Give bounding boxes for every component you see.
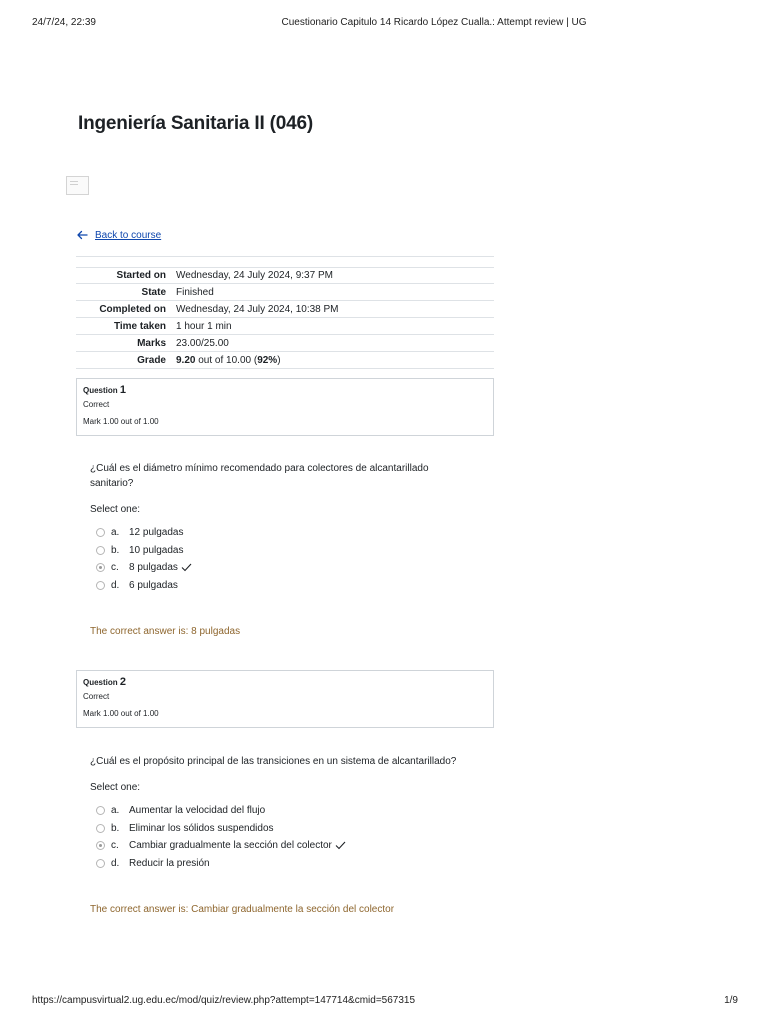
print-url: https://campusvirtual2.ug.edu.ec/mod/quiz/review.php?attempt=147714&cmid=567315 <box>32 995 416 1006</box>
summary-row-started-on <box>76 267 494 284</box>
summary-row-completed-on <box>76 301 494 318</box>
answer-letter: d. <box>111 579 120 591</box>
correct-answer-feedback: The correct answer is: 8 pulgadas <box>90 626 241 637</box>
answer-letter: c. <box>111 561 119 573</box>
back-to-course-link[interactable] <box>76 229 161 241</box>
grade-percent: 92% <box>257 354 278 366</box>
radio-button-checked[interactable] <box>96 563 105 572</box>
grade-rest: out of 10.00 ( <box>195 354 258 366</box>
question-info-box <box>76 378 494 436</box>
answer-text: Reducir la presión <box>129 857 210 869</box>
question-info-box <box>76 670 494 728</box>
arrow-left-icon <box>76 229 88 241</box>
answer-text: 8 pulgadas <box>129 561 178 573</box>
answer-letter: b. <box>111 822 120 834</box>
answer-text: Cambiar gradualmente la sección del colector <box>129 839 332 851</box>
answer-text: Aumentar la velocidad del flujo <box>129 804 266 816</box>
radio-button[interactable] <box>96 806 105 815</box>
question-number <box>83 676 487 688</box>
summary-label: Time taken <box>113 320 166 332</box>
answer-option[interactable] <box>96 543 184 557</box>
broken-image-icon <box>66 176 89 195</box>
checkmark-icon <box>181 563 192 572</box>
radio-button[interactable] <box>96 528 105 537</box>
question-number <box>83 384 487 396</box>
print-page-title: Cuestionario Capitulo 14 Ricardo López Cualla.: Attempt review | UG <box>281 17 587 28</box>
answer-option-selected[interactable] <box>96 560 192 574</box>
question-text: ¿Cuál es el propósito principal de las transiciones en un sistema de alcantarillado? <box>90 756 457 767</box>
question-state: Correct <box>83 400 110 409</box>
summary-row-time-taken <box>76 318 494 335</box>
grade-score: 9.20 <box>176 354 196 366</box>
answer-letter: c. <box>111 839 119 851</box>
grade-close: ) <box>277 354 281 366</box>
question-state: Correct <box>83 692 110 701</box>
radio-button-checked[interactable] <box>96 841 105 850</box>
select-one-prompt: Select one: <box>90 782 141 793</box>
summary-value <box>176 355 281 366</box>
radio-button[interactable] <box>96 581 105 590</box>
answer-letter: b. <box>111 544 120 556</box>
question-mark: Mark 1.00 out of 1.00 <box>83 709 159 718</box>
summary-value: Wednesday, 24 July 2024, 10:38 PM <box>176 303 339 315</box>
print-datetime: 24/7/24, 22:39 <box>32 17 96 28</box>
answer-text: Eliminar los sólidos suspendidos <box>129 822 274 834</box>
correct-answer-feedback: The correct answer is: Cambiar gradualmente la sección del colector <box>90 904 395 915</box>
summary-value: Finished <box>176 286 214 298</box>
summary-label: Started on <box>116 270 166 281</box>
page-number: 1/9 <box>724 995 738 1006</box>
print-header <box>0 17 768 31</box>
answer-letter: a. <box>111 804 120 816</box>
select-one-prompt: Select one: <box>90 504 141 515</box>
summary-label: Marks <box>137 337 166 349</box>
question-label: Question <box>83 386 118 395</box>
answer-option[interactable] <box>96 856 210 870</box>
back-to-course-label: Back to course <box>95 229 162 241</box>
answer-option-selected[interactable] <box>96 838 346 852</box>
answer-text: 10 pulgadas <box>129 544 184 556</box>
radio-button[interactable] <box>96 824 105 833</box>
answer-text: 12 pulgadas <box>129 526 184 538</box>
summary-label: Grade <box>137 354 166 366</box>
summary-label: State <box>141 286 166 298</box>
summary-row-marks <box>76 335 494 352</box>
answer-option[interactable] <box>96 821 274 835</box>
question-mark: Mark 1.00 out of 1.00 <box>83 417 159 426</box>
summary-value: 23.00/25.00 <box>176 337 229 349</box>
summary-label: Completed on <box>99 303 166 315</box>
answer-text: 6 pulgadas <box>129 579 178 591</box>
course-title: Ingeniería Sanitaria II (046) <box>78 113 313 134</box>
radio-button[interactable] <box>96 546 105 555</box>
summary-value: 1 hour 1 min <box>176 320 232 332</box>
question-number-value: 2 <box>119 676 127 688</box>
summary-row-grade <box>76 352 494 369</box>
question-text: ¿Cuál es el diámetro mínimo recomendado para colectores de alcantarillado sanitario? <box>90 463 429 489</box>
radio-button[interactable] <box>96 859 105 868</box>
answer-letter: d. <box>111 857 120 869</box>
answer-letter: a. <box>111 526 120 538</box>
question-number-value: 1 <box>119 384 127 396</box>
answer-option[interactable] <box>96 803 265 817</box>
summary-row-state <box>76 284 494 301</box>
attempt-summary-table <box>76 256 494 369</box>
checkmark-icon <box>335 841 346 850</box>
summary-value: Wednesday, 24 July 2024, 9:37 PM <box>176 270 333 281</box>
answer-option[interactable] <box>96 525 184 539</box>
question-label: Question <box>83 678 118 687</box>
answer-option[interactable] <box>96 578 178 592</box>
